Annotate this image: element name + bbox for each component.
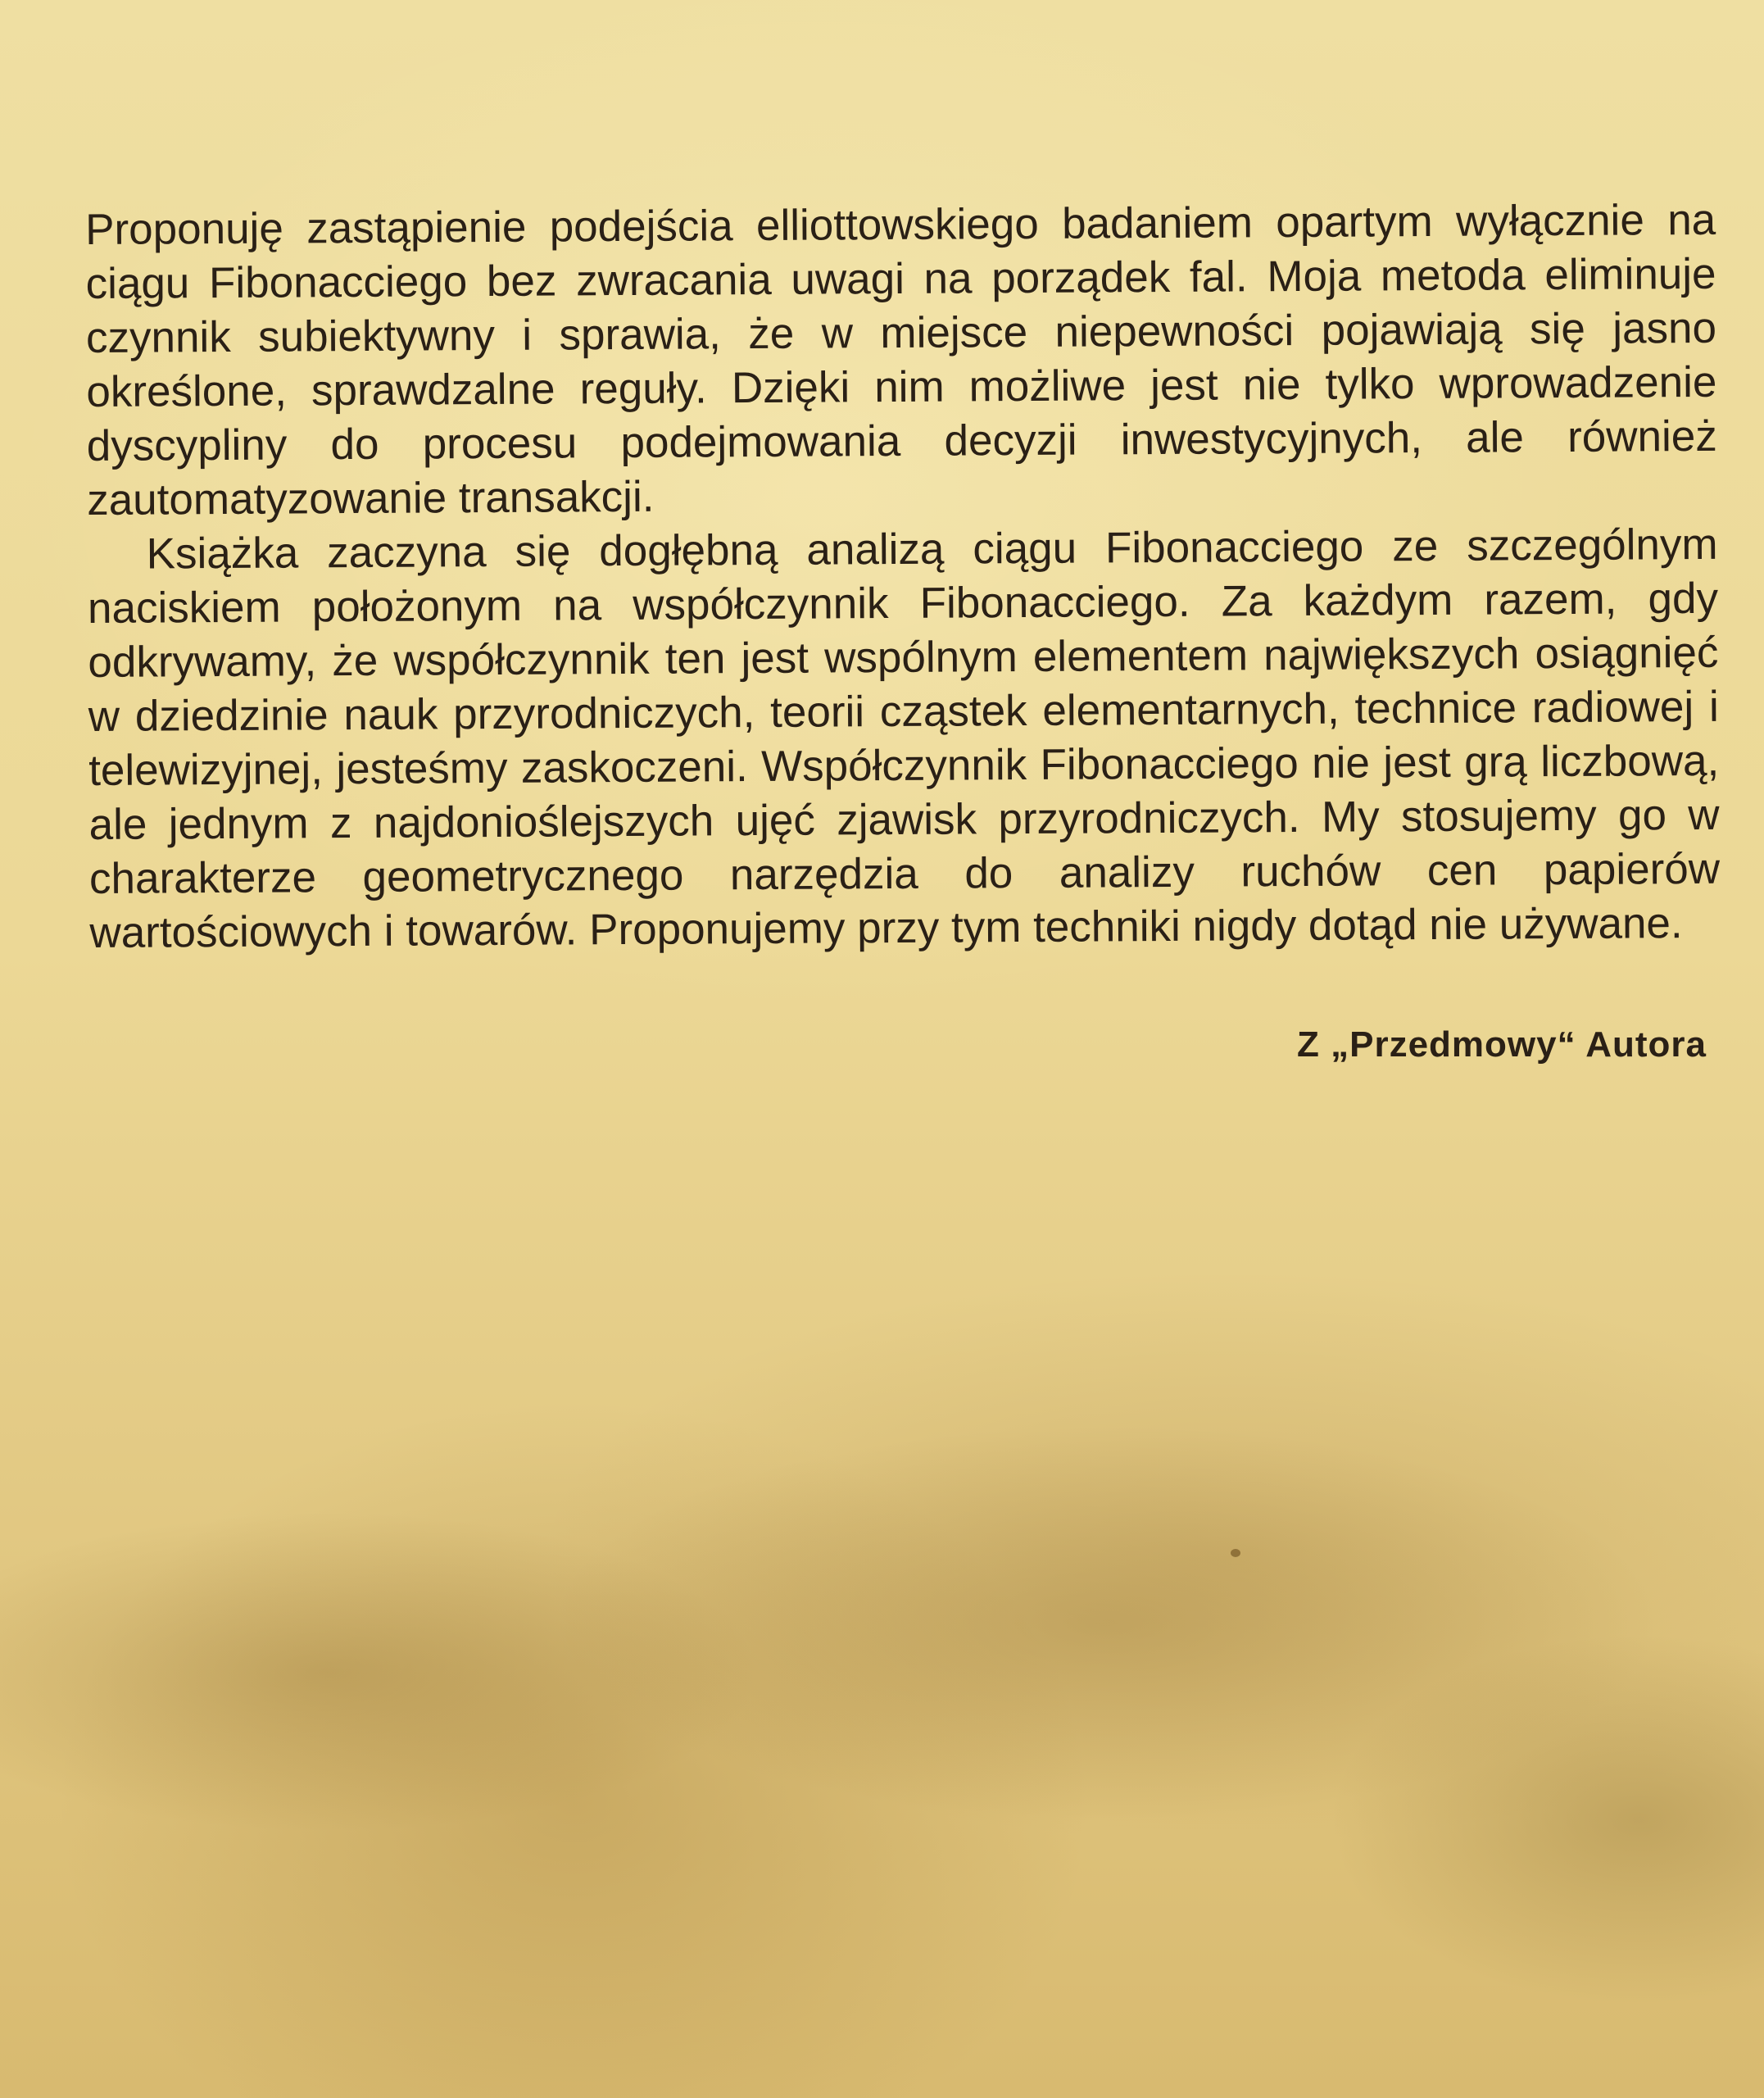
paper-speck — [1231, 1549, 1240, 1557]
paragraph-2: Książka zaczyna się dogłębną analizą ciągu Fibonacciego ze szczególnym naciskiem położonym na współczynnik Fibonacciego. Za każdym razem, gdy odkrywamy, że współczynnik ten jest wspólnym elementem największych osiągnięć w dziedzinie nauk przyrodniczych, teorii cząstek elementarnych, technice radiowej i telewizyjnej, jesteśmy zaskoczeni. Współczynnik Fibonacciego nie jest grą liczbową, ale jednym z najdonioślejszych ujęć zjawisk przyrodniczych. My stosujemy go w charakterze geometrycznego narzędzia do analizy ruchów cen papierów wartościowych i towarów. Proponujemy przy tym techniki nigdy dotąd nie używane. — [87, 520, 1721, 957]
body-text — [85, 193, 1721, 960]
signature-credit: Z „Przedmowy“ Autora — [1297, 1024, 1707, 1065]
shadow-overlay — [0, 1246, 1764, 2098]
paragraph-1: Proponuję zastąpienie podejścia elliottowskiego badaniem opartym wyłącznie na ciągu Fibonacciego bez zwracania uwagi na porządek fal. Moja metoda eliminuje czynnik subiektywny i sprawia, że w miejsce niepewności pojawiają się jasno określone, sprawdzalne reguły. Dzięki nim możliwe jest nie tylko wprowadzenie dyscypliny do procesu podejmowania decyzji inwestycyjnych, ale również zautomatyzowanie transakcji. — [85, 195, 1717, 524]
